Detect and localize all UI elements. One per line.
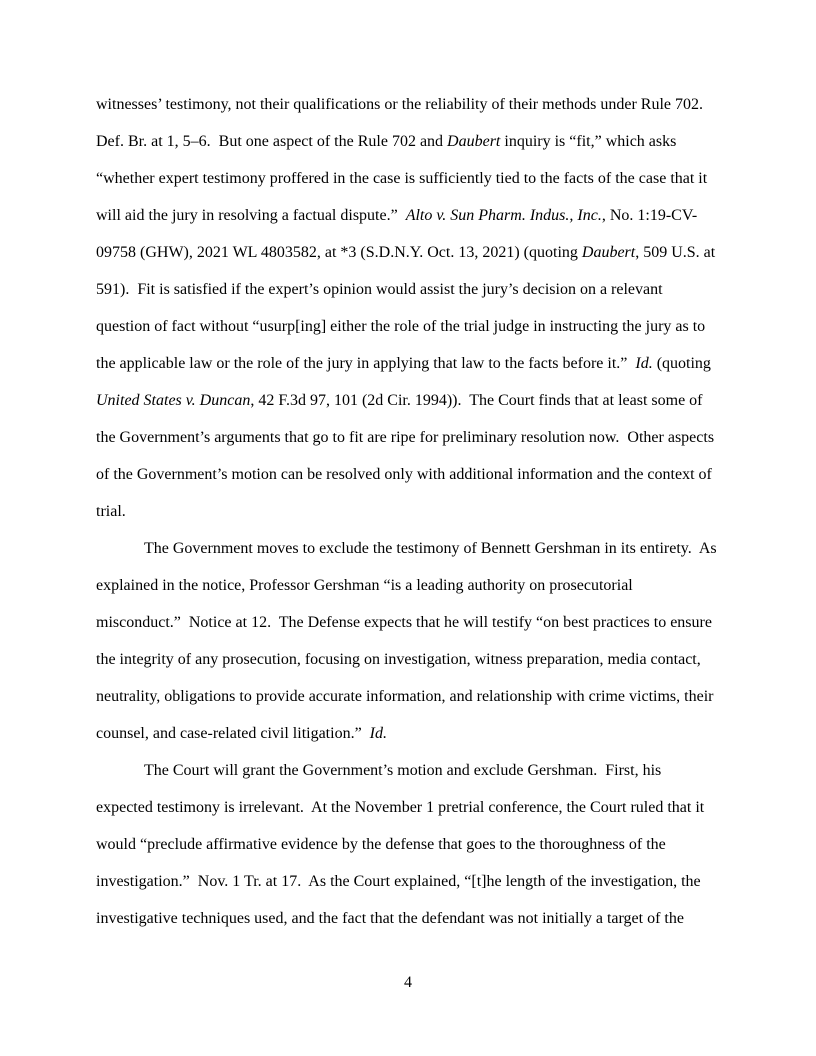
text-line xyxy=(96,419,722,456)
text-line xyxy=(96,234,722,271)
text-run: , 42 F.3d 97, 101 (2d Cir. 1994)). The Court finds that at least some of xyxy=(250,392,703,409)
text-line xyxy=(96,160,722,197)
text-line xyxy=(96,493,722,530)
page-number: 4 xyxy=(404,974,412,991)
text-line xyxy=(96,789,722,826)
text-line xyxy=(96,900,722,937)
text-line xyxy=(96,345,722,382)
text-run: 09758 (GHW), 2021 WL 4803582, at *3 (S.D.N.Y. Oct. 13, 2021) (quoting xyxy=(96,244,582,261)
text-run: , No. 1:19-CV- xyxy=(601,207,698,224)
text-run: The Court will grant the Government’s motion and exclude Gershman. First, his xyxy=(144,762,662,779)
text-line xyxy=(96,826,722,863)
text-run: inquiry is “fit,” which asks xyxy=(500,133,677,150)
text-run: explained in the notice, Professor Gershman “is a leading authority on prosecutorial xyxy=(96,577,633,594)
text-run: Alto v. Sun Pharm. Indus., Inc. xyxy=(405,207,602,224)
text-run: “whether expert testimony proffered in the case is sufficiently tied to the facts of the case that it xyxy=(96,170,708,187)
text-run: will aid the jury in resolving a factual dispute.” xyxy=(96,207,406,224)
text-line xyxy=(96,715,722,752)
text-run: 591). Fit is satisfied if the expert’s opinion would assist the jury’s decision on a relevant xyxy=(96,281,663,298)
text-line xyxy=(96,604,722,641)
text-run: trial. xyxy=(96,503,126,520)
text-run: , 509 U.S. at xyxy=(635,244,716,261)
text-run: The Government moves to exclude the testimony of Bennett Gershman in its entirety. As xyxy=(144,540,717,557)
text-run: counsel, and case-related civil litigation.” xyxy=(96,725,370,742)
text-line xyxy=(96,271,722,308)
text-line xyxy=(96,678,722,715)
text-line xyxy=(96,197,722,234)
text-run: Daubert xyxy=(447,133,501,150)
text-line xyxy=(96,382,722,419)
text-run: of the Government’s motion can be resolved only with additional information and the context of xyxy=(96,466,712,483)
text-run: the integrity of any prosecution, focusing on investigation, witness preparation, media contact, xyxy=(96,651,701,668)
text-run: the Government’s arguments that go to fit are ripe for preliminary resolution now. Other aspects xyxy=(96,429,715,446)
document-body xyxy=(96,86,722,937)
text-run: the applicable law or the role of the jury in applying that law to the facts before it.” xyxy=(96,355,636,372)
text-line xyxy=(96,123,722,160)
text-run: Def. Br. at 1, 5–6. But one aspect of the Rule 702 and xyxy=(96,133,448,150)
text-run: United States v. Duncan xyxy=(96,392,251,409)
text-run: Daubert xyxy=(581,244,636,261)
text-run: question of fact without “usurp[ing] either the role of the trial judge in instructing the jury as to xyxy=(96,318,706,335)
text-run: witnesses’ testimony, not their qualifications or the reliability of their methods under Rule 702. xyxy=(96,96,703,113)
text-run: Id. xyxy=(635,355,653,372)
text-line xyxy=(96,567,722,604)
text-run: investigative techniques used, and the fact that the defendant was not initially a target of the xyxy=(96,910,684,927)
text-run: (quoting xyxy=(652,355,711,372)
text-line xyxy=(96,530,722,567)
text-line xyxy=(96,86,722,123)
text-line xyxy=(96,752,722,789)
text-run: expected testimony is irrelevant. At the November 1 pretrial conference, the Court ruled that it xyxy=(96,799,705,816)
text-run: neutrality, obligations to provide accurate information, and relationship with crime victims, their xyxy=(96,688,714,705)
text-run: would “preclude affirmative evidence by the defense that goes to the thoroughness of the xyxy=(96,836,666,853)
text-line xyxy=(96,308,722,345)
text-line xyxy=(96,641,722,678)
text-run: misconduct.” Notice at 12. The Defense expects that he will testify “on best practices to ensure xyxy=(96,614,712,631)
text-run: investigation.” Nov. 1 Tr. at 17. As the Court explained, “[t]he length of the investigation, the xyxy=(96,873,701,890)
text-line xyxy=(96,456,722,493)
text-run: Id. xyxy=(369,725,387,742)
text-line xyxy=(96,863,722,900)
